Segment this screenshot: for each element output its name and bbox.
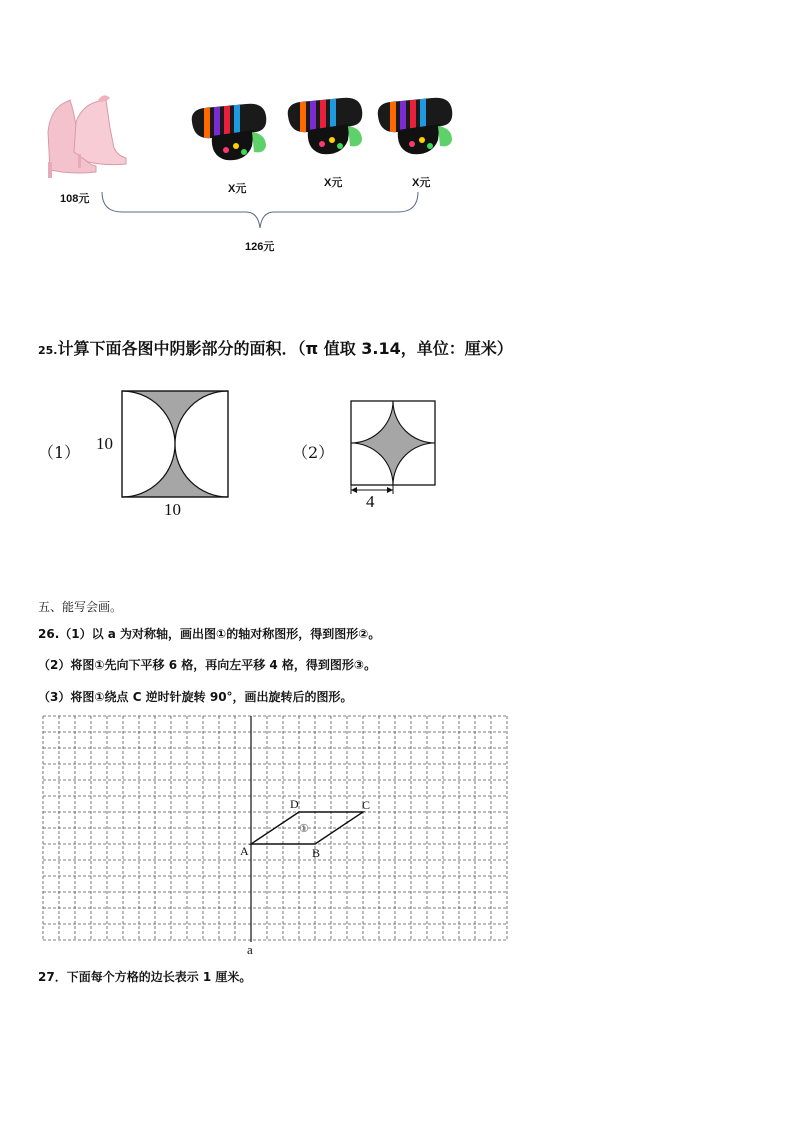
fig2-dimension-arrow bbox=[346, 482, 406, 496]
shoes-image bbox=[40, 92, 130, 182]
total-price-label: 126元 bbox=[245, 241, 275, 253]
section5-title: 五、能写会画。 bbox=[38, 600, 123, 614]
fig1-label: （1） bbox=[38, 443, 81, 462]
q25-prompt: 计算下面各图中阴影部分的面积．（π 值取 3.14，单位：厘米） bbox=[57, 339, 513, 358]
sock-price-label-1: X元 bbox=[228, 183, 247, 195]
q26-line1: 26.（1）以 a 为对称轴，画出图①的轴对称图形，得到图形②。 bbox=[38, 627, 381, 641]
point-A-label: A bbox=[240, 844, 249, 858]
total-brace bbox=[96, 190, 426, 232]
sock-price-label-3: X元 bbox=[412, 177, 431, 189]
point-C-label: C bbox=[362, 798, 371, 812]
q26-grid bbox=[40, 714, 510, 964]
socks-image-2 bbox=[282, 96, 366, 158]
q25-number: 25. bbox=[38, 344, 58, 357]
sock-price-label-2: X元 bbox=[324, 177, 343, 189]
q26-line2: （2）将图①先向下平移 6 格，再向左平移 4 格，得到图形③。 bbox=[38, 658, 377, 672]
q26-line3: （3）将图①绕点 C 逆时针旋转 90°，画出旋转后的图形。 bbox=[38, 690, 353, 704]
shoes-price-label: 108元 bbox=[60, 193, 90, 205]
fig1-side-length: 10 bbox=[96, 434, 113, 453]
socks-image-3 bbox=[372, 96, 456, 158]
fig2-label: （2） bbox=[292, 443, 335, 462]
fig2-bottom-length: 4 bbox=[366, 492, 375, 511]
fig1-bottom-length: 10 bbox=[164, 500, 181, 519]
point-D-label: D bbox=[290, 797, 299, 811]
shape-1-mark: ① bbox=[299, 823, 309, 835]
fig2-shape bbox=[346, 396, 442, 492]
q25-text bbox=[38, 336, 513, 359]
axis-a-label: a bbox=[247, 942, 253, 957]
q27-text: 27．下面每个方格的边长表示 1 厘米。 bbox=[38, 970, 252, 984]
point-B-label: B bbox=[312, 846, 321, 860]
socks-image-1 bbox=[186, 102, 270, 164]
fig1-shape bbox=[118, 388, 232, 500]
